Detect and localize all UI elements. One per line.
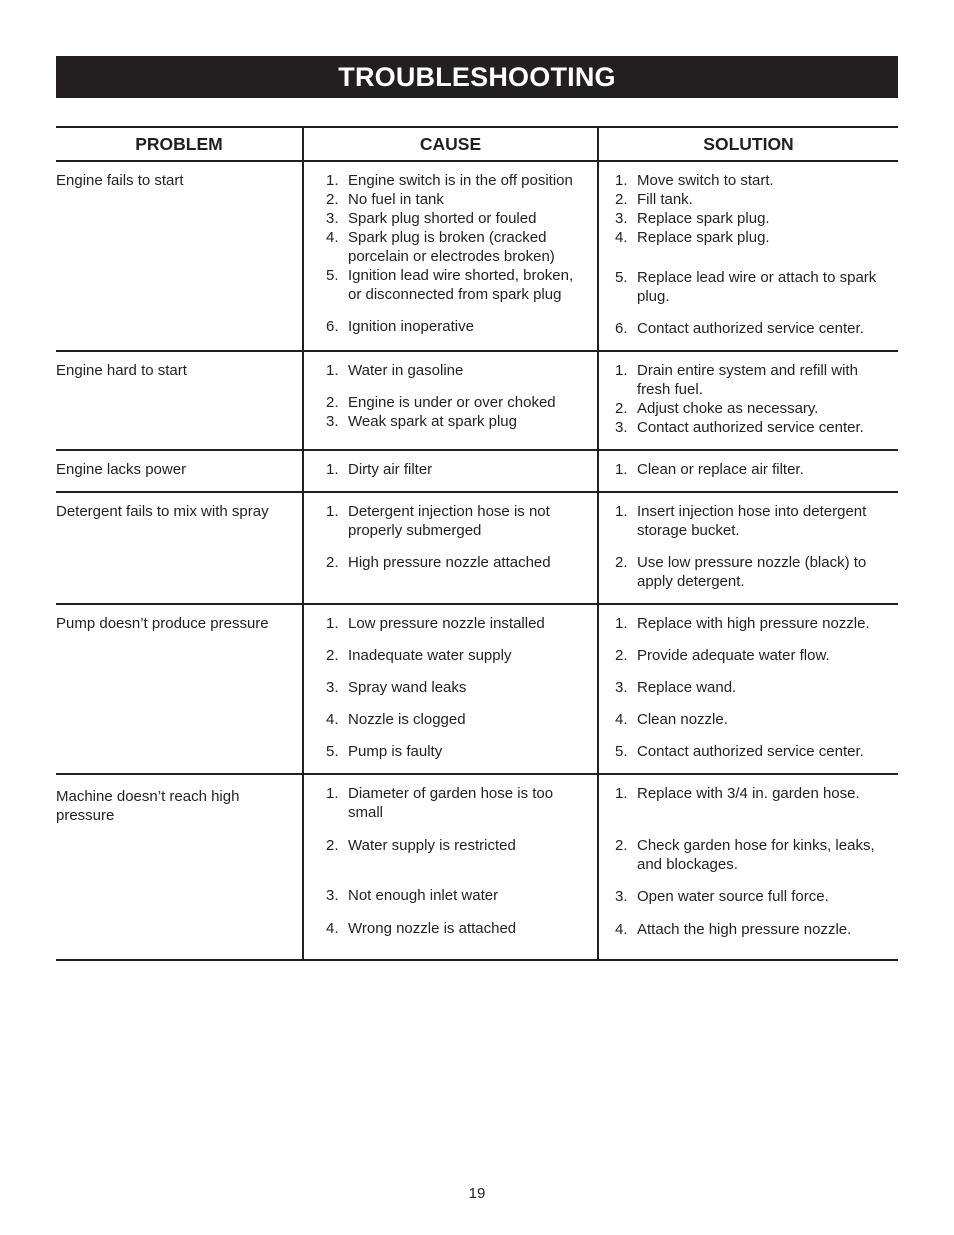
solution-item [615,190,892,209]
solution-item [615,361,892,399]
cause-item-number: 5. [326,267,339,284]
cause-item-text: Diameter of garden hose is too small [348,785,554,821]
cause-item-text: Pump is faulty [348,743,443,760]
cause-item-text: Dirty air filter [348,461,433,478]
solution-item-number: 5. [615,743,628,760]
cause-item [326,171,589,190]
cause-item [326,678,589,697]
solution-item-number: 4. [615,711,628,728]
cause-item-text: Low pressure nozzle installed [348,615,545,632]
solution-item-text: Insert injection hose into detergent storage bucket. [637,503,867,539]
solution-item-number: 2. [615,837,628,854]
solution-item-number: 3. [615,679,628,696]
cause-item [326,614,589,633]
cause-item [326,836,589,855]
solution-item [615,460,892,479]
cause-item [326,266,589,304]
solution-item-number: 1. [615,785,628,802]
cause-item [326,412,589,431]
solution-item-text: Replace wand. [637,679,737,696]
solution-item [615,646,892,665]
cause-item-number: 4. [326,920,339,937]
cause-item [326,710,589,729]
solution-item-number: 6. [615,320,628,337]
cause-item-text: High pressure nozzle attached [348,554,551,571]
solution-item-text: Provide adequate water flow. [637,647,830,664]
cause-item-text: Nozzle is clogged [348,711,466,728]
cause-item [326,502,589,540]
solution-item [615,502,892,540]
solution-item [615,710,892,729]
problem-cell: Pump doesn’t produce pressure [56,605,304,773]
cause-item-text: Engine is under or over choked [348,394,556,411]
cause-item-number: 2. [326,837,339,854]
solution-item-number: 5. [615,269,628,286]
page-title: TROUBLESHOOTING [56,56,898,98]
solution-cell [599,775,898,959]
cause-item-number: 3. [326,210,339,227]
solution-item [615,836,892,874]
header-cause: CAUSE [304,128,599,160]
solution-cell [599,493,898,603]
solution-item-text: Open water source full force. [637,888,829,905]
solution-item-number: 1. [615,461,628,478]
solution-item [615,920,892,939]
problem-cell: Machine doesn’t reach high pressure [56,775,304,959]
cause-item-text: Ignition lead wire shorted, broken, or disconnected from spark plug [348,267,574,303]
cause-item-number: 6. [326,318,339,335]
cause-item-text: Detergent injection hose is not properly submerged [348,503,550,539]
cause-item-number: 1. [326,615,339,632]
cause-item [326,317,589,336]
cause-cell [304,451,599,491]
cause-item-number: 2. [326,647,339,664]
cause-cell [304,605,599,773]
solution-cell [599,451,898,491]
solution-item [615,784,892,803]
table-row [56,162,898,352]
cause-item [326,886,589,905]
solution-item [615,614,892,633]
cause-item-number: 1. [326,362,339,379]
solution-item [615,678,892,697]
cause-item-text: Spark plug is broken (cracked porcelain or electrodes broken) [348,229,555,265]
solution-item-text: Use low pressure nozzle (black) to apply detergent. [637,554,867,590]
cause-item [326,784,589,822]
solution-item-number: 4. [615,921,628,938]
solution-item-number: 2. [615,647,628,664]
cause-item-text: Not enough inlet water [348,887,499,904]
cause-item-text: Engine switch is in the off position [348,172,573,189]
cause-item-text: Spray wand leaks [348,679,467,696]
solution-item [615,742,892,761]
cause-item-number: 5. [326,743,339,760]
cause-item-number: 3. [326,413,339,430]
problem-cell: Engine fails to start [56,162,304,350]
cause-item-number: 3. [326,679,339,696]
cause-item-text: Ignition inoperative [348,318,474,335]
cause-item [326,646,589,665]
solution-item-text: Drain entire system and refill with fresh fuel. [637,362,858,398]
solution-item-text: Move switch to start. [637,172,774,189]
table-row [56,775,898,961]
solution-item [615,553,892,591]
solution-item-number: 1. [615,503,628,520]
table-row [56,605,898,775]
solution-item-text: Contact authorized service center. [637,419,864,436]
cause-item [326,460,589,479]
solution-item-text: Replace lead wire or attach to spark plug. [637,269,877,305]
solution-item-text: Replace with 3/4 in. garden hose. [637,785,860,802]
solution-item-text: Replace with high pressure nozzle. [637,615,870,632]
solution-item [615,418,892,437]
solution-cell [599,352,898,449]
solution-item-number: 3. [615,888,628,905]
table-row [56,493,898,605]
cause-item [326,228,589,266]
cause-item-number: 1. [326,785,339,802]
solution-item [615,228,892,247]
solution-item-text: Replace spark plug. [637,229,770,246]
header-solution: SOLUTION [703,133,794,154]
problem-cell: Engine lacks power [56,451,304,491]
solution-item [615,319,892,338]
cause-item [326,919,589,938]
solution-item-number: 2. [615,400,628,417]
cause-cell [304,162,599,350]
solution-item-number: 4. [615,229,628,246]
solution-item-number: 2. [615,191,628,208]
solution-item-text: Adjust choke as necessary. [637,400,819,417]
cause-item-number: 1. [326,461,339,478]
table-row [56,451,898,493]
cause-item-text: No fuel in tank [348,191,444,208]
header-problem: PROBLEM [56,128,304,160]
solution-item-text: Attach the high pressure nozzle. [637,921,852,938]
page-number: 19 [468,1185,486,1202]
solution-item-text: Fill tank. [637,191,693,208]
cause-cell [304,352,599,449]
cause-item [326,190,589,209]
problem-cell: Detergent fails to mix with spray [56,493,304,603]
cause-item [326,742,589,761]
cause-item-number: 2. [326,191,339,208]
cause-item-text: Weak spark at spark plug [348,413,517,430]
cause-item-number: 2. [326,554,339,571]
solution-item-number: 3. [615,419,628,436]
table-body [56,162,898,961]
solution-cell [599,162,898,350]
solution-item [615,209,892,228]
solution-item [615,887,892,906]
cause-item [326,393,589,412]
cause-item-number: 1. [326,172,339,189]
cause-item [326,209,589,228]
solution-item-number: 1. [615,362,628,379]
cause-item-number: 3. [326,887,339,904]
solution-item-text: Replace spark plug. [637,210,770,227]
solution-item-text: Clean or replace air filter. [637,461,804,478]
solution-item-text: Clean nozzle. [637,711,728,728]
cause-cell [304,775,599,959]
solution-item [615,171,892,190]
troubleshooting-table [56,126,898,961]
cause-item-number: 4. [326,229,339,246]
solution-cell [599,605,898,773]
solution-item-text: Check garden hose for kinks, leaks, and blockages. [637,837,875,873]
solution-item-number: 2. [615,554,628,571]
cause-item-text: Spark plug shorted or fouled [348,210,537,227]
cause-item-text: Wrong nozzle is attached [348,920,517,937]
solution-item-text: Contact authorized service center. [637,320,864,337]
solution-item-text: Contact authorized service center. [637,743,864,760]
cause-item-number: 1. [326,503,339,520]
cause-item-number: 4. [326,711,339,728]
table-header-row [56,128,898,162]
cause-item-text: Water in gasoline [348,362,464,379]
problem-cell: Engine hard to start [56,352,304,449]
solution-item [615,399,892,418]
cause-item-number: 2. [326,394,339,411]
table-row [56,352,898,451]
cause-cell [304,493,599,603]
solution-item-number: 1. [615,615,628,632]
cause-item-text: Inadequate water supply [348,647,512,664]
solution-item [615,268,892,306]
solution-item-number: 3. [615,210,628,227]
cause-item-text: Water supply is restricted [348,837,516,854]
cause-item [326,553,589,572]
solution-item-number: 1. [615,172,628,189]
cause-item [326,361,589,380]
